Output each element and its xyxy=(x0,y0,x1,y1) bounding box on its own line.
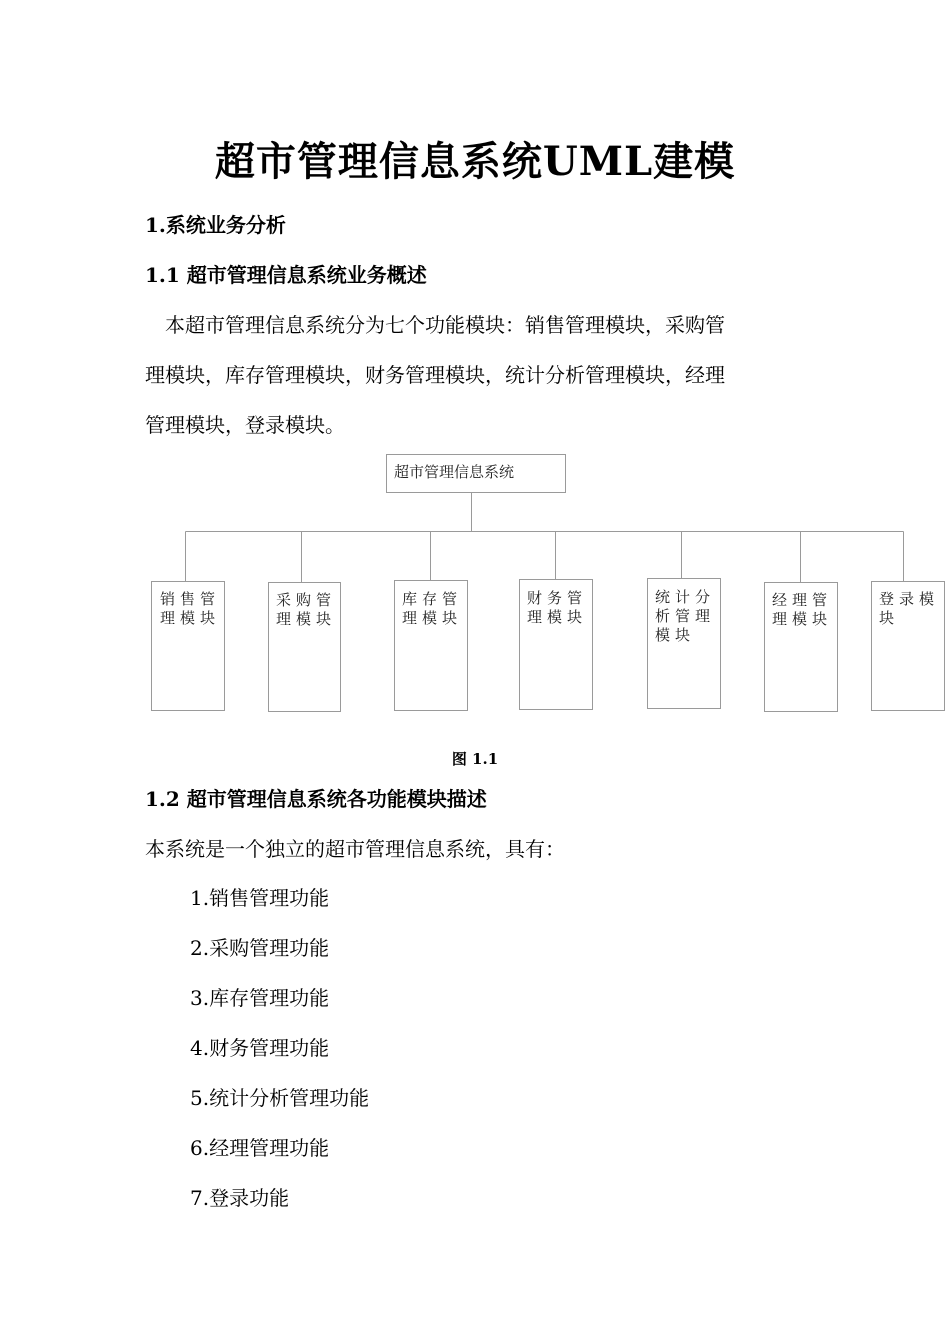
intro-line-3: 管理模块，登录模块。 xyxy=(145,413,345,437)
module-node-label: 登录模块 xyxy=(879,590,940,627)
intro-line-1: 本超市管理信息系统分为七个功能模块：销售管理模块，采购管 xyxy=(145,313,725,337)
function-list-item: 2.采购管理功能 xyxy=(190,936,330,960)
module-node-label: 财务管理模块 xyxy=(527,589,588,626)
module-node-label: 采购管理模块 xyxy=(276,591,337,628)
function-list-item: 6.经理管理功能 xyxy=(190,1136,330,1160)
section-1-1-heading: 1.1 超市管理信息系统业务概述 xyxy=(145,263,427,287)
section-1-heading: 1.系统业务分析 xyxy=(145,213,286,237)
root-node-label: 超市管理信息系统 xyxy=(394,463,515,481)
module-node-label: 经理管理模块 xyxy=(772,591,833,628)
function-list-item: 1.销售管理功能 xyxy=(190,886,330,910)
section-1-2-heading: 1.2 超市管理信息系统各功能模块描述 xyxy=(145,787,487,811)
function-list-item: 5.统计分析管理功能 xyxy=(190,1086,370,1110)
figure-caption: 图 1.1 xyxy=(451,750,499,768)
module-node-label: 统计分析管理模块 xyxy=(655,588,716,644)
document-title: 超市管理信息系统UML建模 xyxy=(214,138,736,185)
function-list-item: 7.登录功能 xyxy=(190,1186,290,1210)
section-1-2-intro: 本系统是一个独立的超市管理信息系统，具有： xyxy=(145,837,565,861)
module-node-label: 销售管理模块 xyxy=(160,590,221,627)
function-list-item: 3.库存管理功能 xyxy=(190,986,330,1010)
module-node-label: 库存管理模块 xyxy=(402,590,463,627)
intro-line-2: 理模块，库存管理模块，财务管理模块，统计分析管理模块，经理 xyxy=(145,363,725,387)
function-list-item: 4.财务管理功能 xyxy=(190,1036,330,1060)
